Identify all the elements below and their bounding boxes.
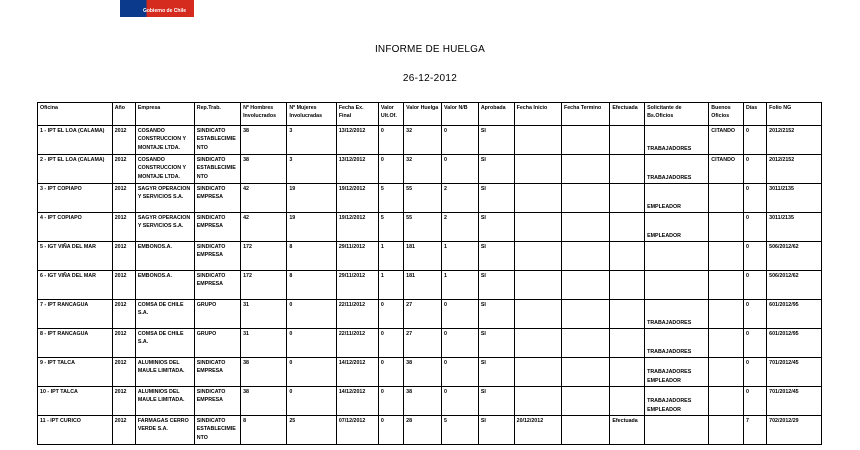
table-cell: 172 xyxy=(241,242,287,271)
table-cell: COMSA DE CHILE S.A. xyxy=(135,300,194,329)
table-cell xyxy=(561,358,609,387)
table-cell xyxy=(561,184,609,213)
table-cell xyxy=(514,300,561,329)
table-cell xyxy=(610,155,645,184)
table-cell: SI xyxy=(478,155,514,184)
column-header: Buenos Oficios xyxy=(709,103,744,126)
table-cell: COMSA DE CHILE S.A. xyxy=(135,329,194,358)
table-cell: 22/11/2012 xyxy=(336,329,378,358)
table-row xyxy=(38,184,822,213)
table-cell: 172 xyxy=(241,271,287,300)
table-cell: SI xyxy=(478,358,514,387)
table-row xyxy=(38,329,822,358)
logo-text: Gobierno de Chile xyxy=(142,8,186,14)
table-cell: 8 xyxy=(287,242,336,271)
table-cell: 29/11/2012 xyxy=(336,242,378,271)
table-cell: 1 xyxy=(442,242,479,271)
table-cell xyxy=(561,300,609,329)
table-cell: 42 xyxy=(241,213,287,242)
table-cell: 2012 xyxy=(112,329,135,358)
table-cell: SI xyxy=(478,126,514,155)
table-cell: 3 xyxy=(287,155,336,184)
table-cell xyxy=(709,416,744,445)
table-cell: 38 xyxy=(404,358,442,387)
table-cell: 32 xyxy=(404,155,442,184)
table-cell xyxy=(561,242,609,271)
table-cell xyxy=(610,358,645,387)
table-cell: 7 - IPT RANCAGUA xyxy=(38,300,113,329)
table-cell: SINDICATO EMPRESA xyxy=(194,271,240,300)
report-title: INFORME DE HUELGA xyxy=(374,44,486,55)
table-cell: 42 xyxy=(241,184,287,213)
table-cell: 27 xyxy=(404,329,442,358)
table-cell xyxy=(709,213,744,242)
table-cell xyxy=(709,329,744,358)
table-cell: 11 - IPT CURICO xyxy=(38,416,113,445)
table-cell: 8 xyxy=(241,416,287,445)
table-cell: CITANDO xyxy=(709,155,744,184)
table-cell xyxy=(709,242,744,271)
gobierno-de-chile-logo xyxy=(120,0,194,17)
table-cell: 0 xyxy=(378,126,403,155)
table-row xyxy=(38,416,822,445)
table-cell: 2012 xyxy=(112,184,135,213)
column-header: Solicitante de Bs.Oficios xyxy=(645,103,709,126)
table-cell: 2012 xyxy=(112,242,135,271)
table-cell: SINDICATO EMPRESA xyxy=(194,213,240,242)
table-cell: 2012 xyxy=(112,300,135,329)
table-cell: EMBONOS.A. xyxy=(135,242,194,271)
table-cell: 2012 xyxy=(112,387,135,416)
table-cell: SI xyxy=(478,271,514,300)
table-cell: 55 xyxy=(404,184,442,213)
table-cell: SAGYR OPERACION Y SERVICIOS S.A. xyxy=(135,213,194,242)
table-cell: 0 xyxy=(287,387,336,416)
table-cell xyxy=(610,184,645,213)
column-header: Efectuada xyxy=(610,103,645,126)
table-cell: 0 xyxy=(442,155,479,184)
table-cell: SINDICATO EMPRESA xyxy=(194,184,240,213)
table-cell: 27 xyxy=(404,300,442,329)
column-header: Días xyxy=(744,103,767,126)
table-cell: 07/12/2012 xyxy=(336,416,378,445)
table-cell: 702/2012/29 xyxy=(767,416,822,445)
table-cell: 0 xyxy=(287,329,336,358)
table-cell: 2012 xyxy=(112,271,135,300)
table-cell xyxy=(561,126,609,155)
column-header: Fecha Inicio xyxy=(514,103,561,126)
table-cell: 8 - IPT RANCAGUA xyxy=(38,329,113,358)
table-cell xyxy=(610,329,645,358)
table-cell: 0 xyxy=(378,387,403,416)
table-cell xyxy=(514,126,561,155)
table-row xyxy=(38,126,822,155)
column-header: Valor Huelga xyxy=(404,103,442,126)
table-cell: TRABAJADORES EMPLEADOR xyxy=(645,387,709,416)
column-header: Nº Mujeres Involucradas xyxy=(287,103,336,126)
table-cell: SINDICATO ESTABLECIMIENTO xyxy=(194,416,240,445)
table-cell: 0 xyxy=(378,155,403,184)
table-cell: 6 - IGT VIÑA DEL MAR xyxy=(38,271,113,300)
table-cell: GRUPO xyxy=(194,300,240,329)
column-header: Fecha Ex. Final xyxy=(336,103,378,126)
table-cell: 0 xyxy=(378,300,403,329)
table-cell: 2012/2152 xyxy=(767,126,822,155)
table-cell: 20/12/2012 xyxy=(514,416,561,445)
table-cell: 0 xyxy=(744,213,767,242)
table-row xyxy=(38,155,822,184)
table-cell: 2012 xyxy=(112,358,135,387)
table-cell xyxy=(561,387,609,416)
table-cell: 22/11/2012 xyxy=(336,300,378,329)
table-cell xyxy=(514,329,561,358)
table-cell: SINDICATO ESTABLECIMIENTO xyxy=(194,126,240,155)
strike-report-table xyxy=(37,102,822,445)
table-cell: 0 xyxy=(442,387,479,416)
table-cell xyxy=(514,155,561,184)
table-cell: 14/12/2012 xyxy=(336,387,378,416)
table-cell: SINDICATO EMPRESA xyxy=(194,387,240,416)
table-cell: 2012 xyxy=(112,416,135,445)
table-cell: SI xyxy=(478,329,514,358)
table-row xyxy=(38,271,822,300)
table-cell: 38 xyxy=(241,155,287,184)
table-cell: 701/2012/45 xyxy=(767,358,822,387)
table-cell: 10 - IPT TALCA xyxy=(38,387,113,416)
table-cell: TRABAJADORES xyxy=(645,300,709,329)
table-cell: 19/12/2012 xyxy=(336,184,378,213)
table-cell: 32 xyxy=(404,126,442,155)
table-cell: 601/2012/95 xyxy=(767,300,822,329)
table-cell xyxy=(709,271,744,300)
table-cell: SAGYR OPERACION Y SERVICIOS S.A. xyxy=(135,184,194,213)
table-cell: EMPLEADOR xyxy=(645,184,709,213)
table-cell: 5 - IGT VIÑA DEL MAR xyxy=(38,242,113,271)
table-cell: 1 xyxy=(378,271,403,300)
table-cell: EMBONOS.A. xyxy=(135,271,194,300)
table-cell: 38 xyxy=(404,387,442,416)
table-cell: 0 xyxy=(442,329,479,358)
table-row xyxy=(38,242,822,271)
table-cell: FARMAGAS CERRO VERDE S.A. xyxy=(135,416,194,445)
table-cell: 601/2012/95 xyxy=(767,329,822,358)
table-cell xyxy=(514,358,561,387)
table-cell: SI xyxy=(478,242,514,271)
table-cell xyxy=(514,242,561,271)
table-cell: EMPLEADOR xyxy=(645,213,709,242)
table-cell xyxy=(561,329,609,358)
table-cell: 1 xyxy=(442,271,479,300)
table-cell: 2012/2152 xyxy=(767,155,822,184)
table-cell: 2012 xyxy=(112,155,135,184)
table-cell: 0 xyxy=(744,242,767,271)
table-cell: 0 xyxy=(744,155,767,184)
table-cell xyxy=(709,184,744,213)
table-cell xyxy=(561,271,609,300)
column-header: Fecha Termino xyxy=(561,103,609,126)
table-cell xyxy=(514,184,561,213)
table-cell xyxy=(561,213,609,242)
table-cell: TRABAJADORES xyxy=(645,329,709,358)
table-cell: 2012 xyxy=(112,126,135,155)
table-cell: SI xyxy=(478,213,514,242)
table-cell: 2 - IPT EL LOA (CALAMA) xyxy=(38,155,113,184)
table-header-row xyxy=(38,103,822,126)
column-header: Folio NG xyxy=(767,103,822,126)
column-header: Aprobada xyxy=(478,103,514,126)
table-body xyxy=(38,126,822,445)
table-cell: 4 - IPT COPIAPO xyxy=(38,213,113,242)
table-cell xyxy=(610,271,645,300)
table-cell: 1 - IPT EL LOA (CALAMA) xyxy=(38,126,113,155)
table-cell: 19 xyxy=(287,184,336,213)
column-header: Valor Ult.Of. xyxy=(378,103,403,126)
column-header: Oficina xyxy=(38,103,113,126)
table-cell: 0 xyxy=(744,126,767,155)
table-cell: 0 xyxy=(744,387,767,416)
table-cell xyxy=(645,271,709,300)
table-cell: 19 xyxy=(287,213,336,242)
table-cell: 181 xyxy=(404,242,442,271)
table-cell: 29/11/2012 xyxy=(336,271,378,300)
table-cell: SI xyxy=(478,416,514,445)
table-cell: 25 xyxy=(287,416,336,445)
table-cell xyxy=(561,416,609,445)
table-cell: 506/2012/62 xyxy=(767,271,822,300)
table-cell: CITANDO xyxy=(709,126,744,155)
table-cell xyxy=(709,300,744,329)
table-cell xyxy=(645,242,709,271)
table-cell: ALUMINIOS DEL MAULE LIMITADA. xyxy=(135,387,194,416)
table-cell: 19/12/2012 xyxy=(336,213,378,242)
table-cell: 3 - IPT COPIAPO xyxy=(38,184,113,213)
column-header: Empresa xyxy=(135,103,194,126)
table-cell: 0 xyxy=(442,358,479,387)
table-cell: 0 xyxy=(442,126,479,155)
table-cell: 9 - IPT TALCA xyxy=(38,358,113,387)
table-cell: 0 xyxy=(378,358,403,387)
table-cell: 2 xyxy=(442,213,479,242)
table-cell xyxy=(645,416,709,445)
table-cell: 0 xyxy=(744,271,767,300)
table-cell: 1 xyxy=(378,242,403,271)
table-cell: SI xyxy=(478,387,514,416)
table-cell xyxy=(514,213,561,242)
table-cell: 0 xyxy=(378,416,403,445)
table-cell: 28 xyxy=(404,416,442,445)
table-cell: 3011/2135 xyxy=(767,184,822,213)
table-row xyxy=(38,358,822,387)
table-cell: 181 xyxy=(404,271,442,300)
table-cell xyxy=(709,358,744,387)
table-cell: 0 xyxy=(442,300,479,329)
table-cell: 13/12/2012 xyxy=(336,126,378,155)
table-cell: 7 xyxy=(744,416,767,445)
table-cell: 0 xyxy=(287,358,336,387)
table-row xyxy=(38,300,822,329)
table-cell: 14/12/2012 xyxy=(336,358,378,387)
table-cell xyxy=(514,271,561,300)
table-cell: 0 xyxy=(744,184,767,213)
table-cell: 506/2012/62 xyxy=(767,242,822,271)
table-cell: ALUMINIOS DEL MAULE LIMITADA. xyxy=(135,358,194,387)
table-cell: SINDICATO EMPRESA xyxy=(194,358,240,387)
column-header: Rep.Trab. xyxy=(194,103,240,126)
table-cell xyxy=(610,213,645,242)
table-cell xyxy=(610,300,645,329)
table-cell: 31 xyxy=(241,300,287,329)
table-cell: 0 xyxy=(744,300,767,329)
table-row xyxy=(38,387,822,416)
table-cell: 2 xyxy=(442,184,479,213)
table-cell: 5 xyxy=(442,416,479,445)
table-cell: 38 xyxy=(241,126,287,155)
table-cell: COSANDO CONSTRUCCION Y MONTAJE LTDA. xyxy=(135,126,194,155)
table-cell: 31 xyxy=(241,329,287,358)
table-cell: 701/2012/45 xyxy=(767,387,822,416)
table-cell xyxy=(514,387,561,416)
table-cell xyxy=(610,387,645,416)
table-cell: 3011/2135 xyxy=(767,213,822,242)
table-cell: 8 xyxy=(287,271,336,300)
column-header: Año xyxy=(112,103,135,126)
report-date: 26-12-2012 xyxy=(402,73,458,84)
table-cell xyxy=(610,126,645,155)
table-cell: 2012 xyxy=(112,213,135,242)
table-cell: SI xyxy=(478,300,514,329)
table-cell: 38 xyxy=(241,358,287,387)
table-cell: 5 xyxy=(378,213,403,242)
table-cell: 13/12/2012 xyxy=(336,155,378,184)
table-cell: TRABAJADORES xyxy=(645,126,709,155)
table-row xyxy=(38,213,822,242)
table-cell: Efectuada xyxy=(610,416,645,445)
column-header: Nº Hombres Involucrados xyxy=(241,103,287,126)
table-cell: 0 xyxy=(744,358,767,387)
table-cell: 0 xyxy=(287,300,336,329)
column-header: Valor N/B xyxy=(442,103,479,126)
table-cell: GRUPO xyxy=(194,329,240,358)
table-cell: TRABAJADORES xyxy=(645,155,709,184)
table-cell xyxy=(561,155,609,184)
table-cell: 0 xyxy=(378,329,403,358)
table-cell xyxy=(610,242,645,271)
table-cell: 5 xyxy=(378,184,403,213)
table-cell: 0 xyxy=(744,329,767,358)
table-cell: COSANDO CONSTRUCCION Y MONTAJE LTDA. xyxy=(135,155,194,184)
table-cell: SINDICATO ESTABLECIMIENTO xyxy=(194,155,240,184)
table-cell: TRABAJADORES EMPLEADOR xyxy=(645,358,709,387)
table-cell: 3 xyxy=(287,126,336,155)
table-cell: 55 xyxy=(404,213,442,242)
table-cell xyxy=(709,387,744,416)
table-cell: SI xyxy=(478,184,514,213)
table-cell: SINDICATO EMPRESA xyxy=(194,242,240,271)
table-cell: 38 xyxy=(241,387,287,416)
